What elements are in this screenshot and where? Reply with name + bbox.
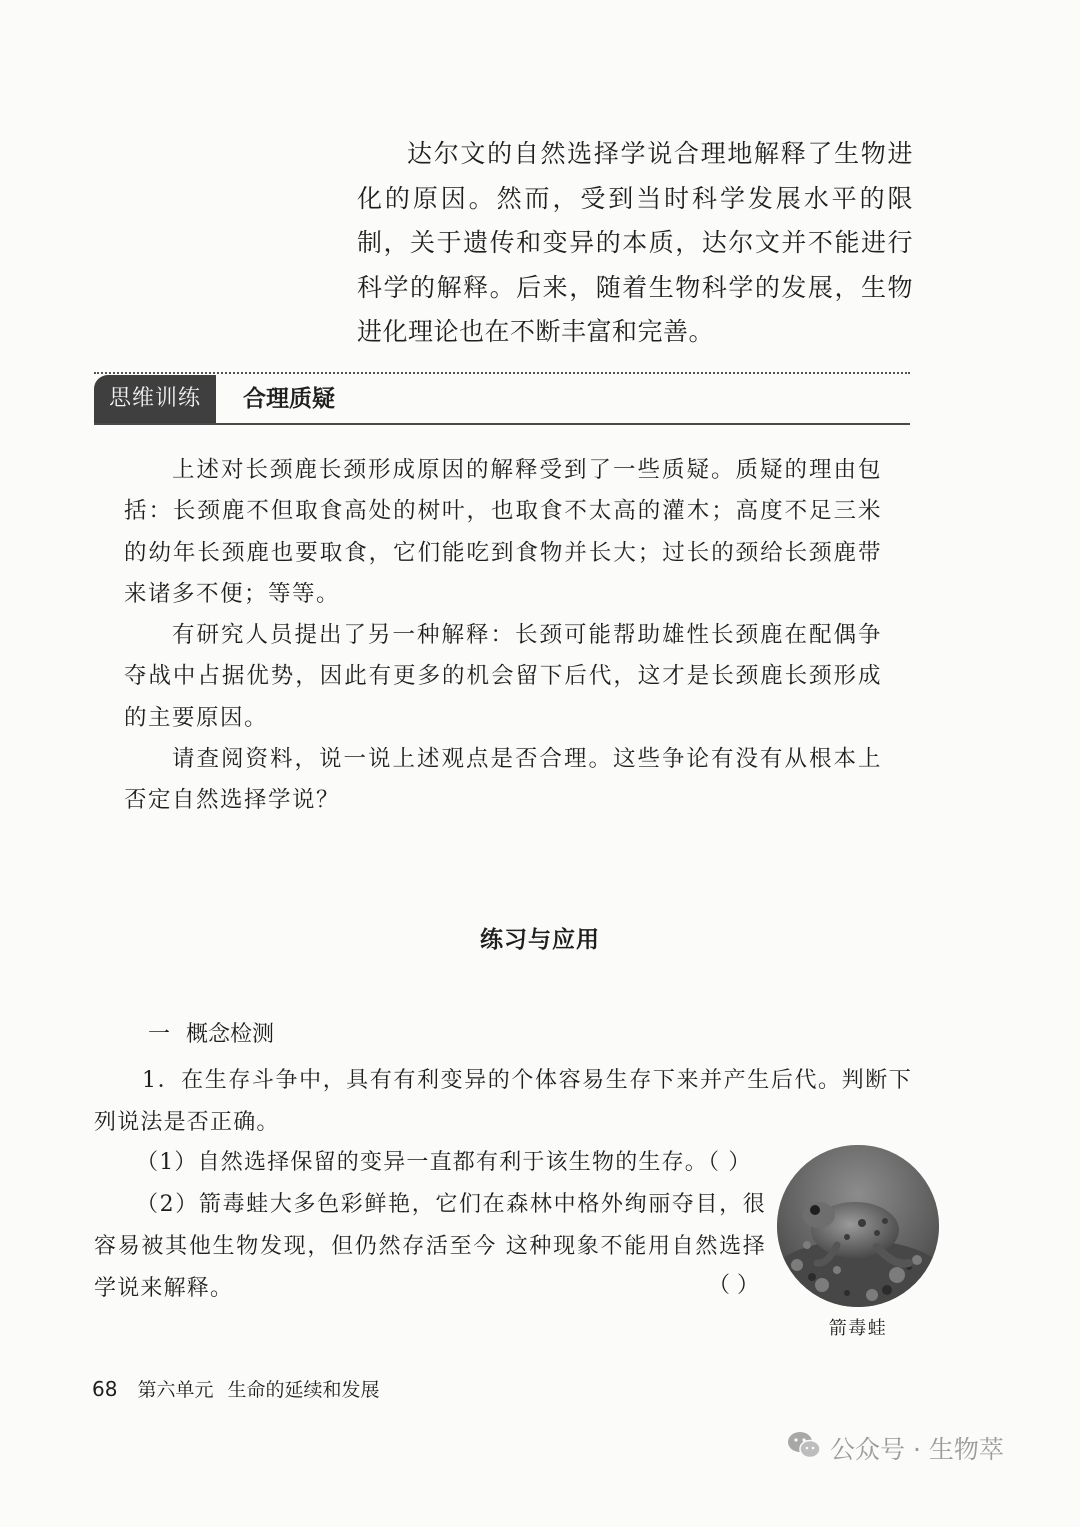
watermark-text: 公众号 · 生物萃	[830, 1435, 1004, 1464]
intro-paragraph: 达尔文的自然选择学说合理地解释了生物进化的原因。然而，受到当时科学发展水平的限制，关于遗传和变异的本质，达尔文并不能进行科学的解释。后来，随着生物科学的发展，生物进化理论也在不断丰富和完善。	[357, 139, 913, 346]
exercise-section-title: 练习与应用	[480, 927, 600, 953]
question-1-item-1	[136, 1142, 776, 1184]
thinking-paragraph: 请查阅资料，说一说上述观点是否合理。这些争论有没有从根本上否定自然选择学说？	[124, 746, 882, 814]
answer-blank: （ ）	[708, 1150, 752, 1175]
thinking-paragraph: 有研究人员提出了另一种解释：长颈可能帮助雄性长颈鹿在配偶争夺战中占据优势，因此有更多的机会留下后代，这才是长颈鹿长颈形成的主要原因。	[124, 622, 882, 731]
thinking-training-body	[124, 450, 882, 822]
concept-check-heading	[148, 1016, 274, 1054]
answer-blank: （ ）	[708, 1273, 759, 1298]
frog-image-caption: 箭毒蛙	[828, 1318, 888, 1339]
banner-bottom-rule	[94, 423, 910, 425]
wechat-watermark	[786, 1428, 1004, 1468]
page-footer	[92, 1376, 379, 1403]
unit-label: 第六单元	[137, 1379, 214, 1401]
question-1: 1．在生存斗争中，具有有利变异的个体容易生存下来并产生后代。判断下列说法是否正确。	[94, 1068, 912, 1135]
page-number: 68	[92, 1377, 118, 1401]
wechat-icon	[786, 1430, 822, 1466]
unit-title: 生命的延续和发展	[227, 1379, 380, 1401]
section-heading-label: 概念检测	[186, 1022, 275, 1047]
question-1-item-2: （2）箭毒蛙大多色彩鲜艳，它们在森林中格外绚丽夺目，很容易被其他生物发现，但仍然存活至今 这种现象不能用自然选择学说来解释。	[94, 1192, 766, 1301]
frog-photo-illustration	[777, 1145, 939, 1307]
thinking-paragraph: 上述对长颈鹿长颈形成原因的解释受到了一些质疑。质疑的理由包括：长颈鹿不但取食高处的树叶，也取食不太高的灌木；高度不足三米的幼年长颈鹿也要取食，它们能吃到食物并长大；过长的颈给长颈鹿带来诸多不便；等等。	[124, 457, 882, 607]
thinking-training-title: 合理质疑	[243, 386, 335, 412]
thinking-training-tag: 思维训练	[94, 375, 216, 423]
item-1-text: （1）自然选择保留的变异一直都有利于该生物的生存。	[136, 1150, 708, 1175]
banner-top-rule	[94, 372, 910, 374]
poison-dart-frog-image	[777, 1145, 939, 1307]
section-number: 一	[148, 1022, 171, 1047]
